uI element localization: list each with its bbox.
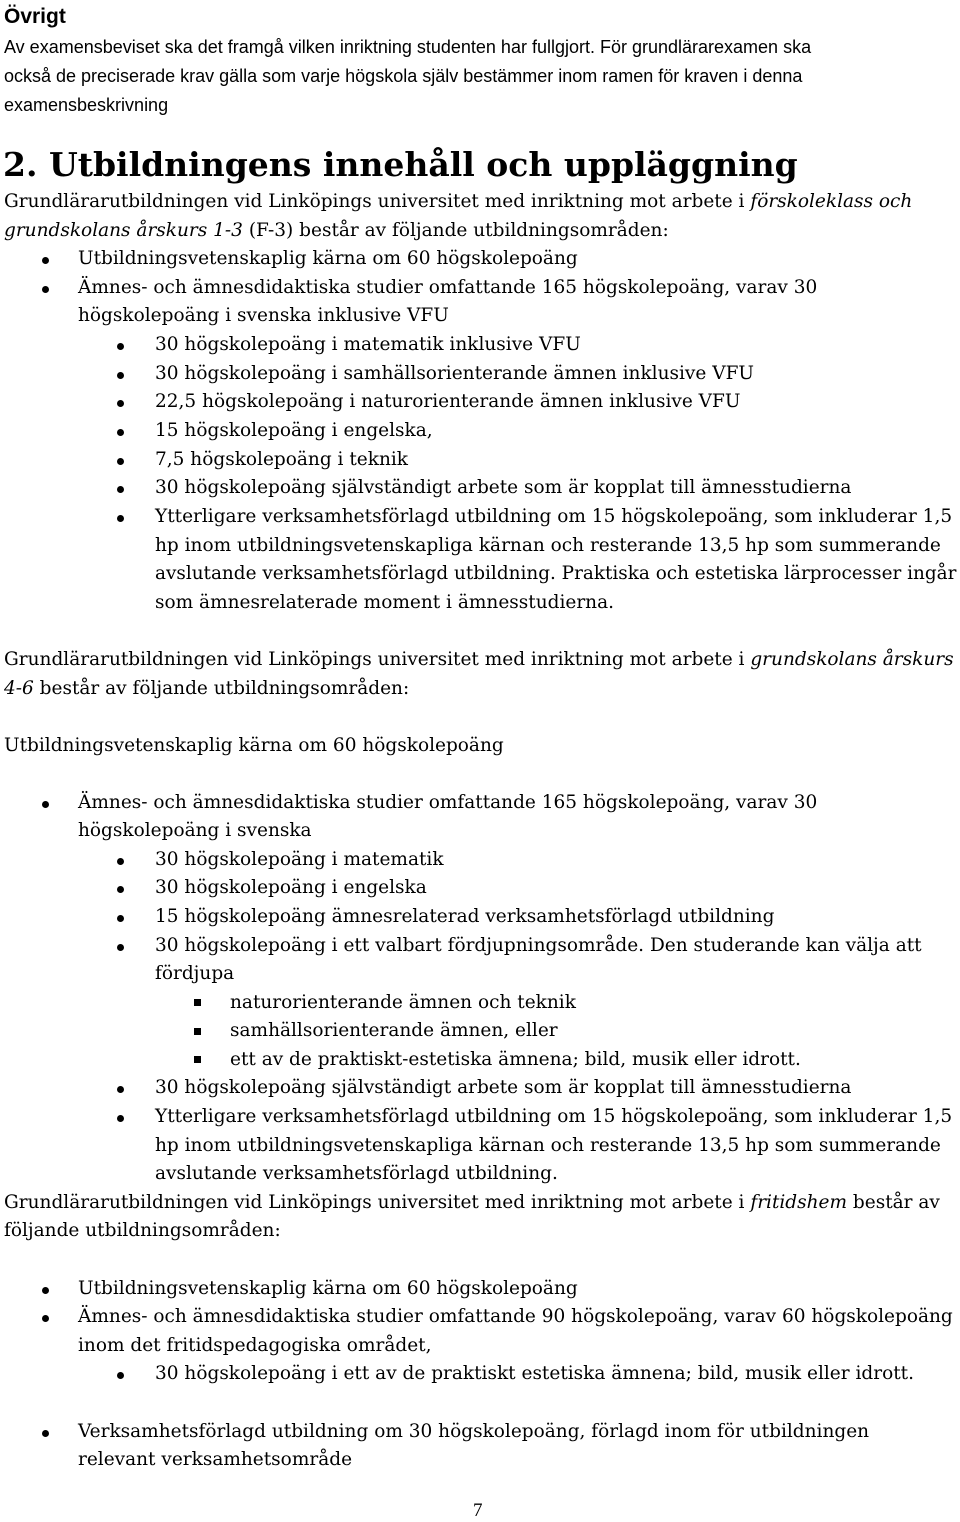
g46-sub-after: 30 högskolepoäng självständigt arbete som är kopplat till ämnesstudierna <box>155 1077 852 1098</box>
sub-bullet-dot <box>117 1086 124 1093</box>
sub-bullet-dot <box>117 858 124 865</box>
sub-bullet-dot <box>117 486 124 493</box>
fritids-intro-line-1: Grundlärarutbildningen vid Linköpings universitet med inriktning mot arbete i fritidshem består av <box>4 1192 940 1213</box>
g46-bullet-line-2: högskolepoäng i svenska <box>78 820 312 841</box>
fk3-intro-line-1: Grundlärarutbildningen vid Linköpings universitet med inriktning mot arbete i förskoleklass och <box>4 191 913 212</box>
fk3-sub-last-line-3: avslutande verksamhetsförlagd utbildning. Praktiska och estetiska lärprocesser ingår <box>155 563 957 584</box>
sub-bullet-dot <box>117 1372 124 1379</box>
sub-bullet-dot <box>117 458 124 465</box>
sub-bullet-dot <box>117 372 124 379</box>
fritids-bullet-3-line-2: relevant verksamhetsområde <box>78 1449 353 1470</box>
page-number: 7 <box>473 1500 483 1521</box>
g46-subsub-item: samhällsorienterande ämnen, eller <box>230 1020 558 1041</box>
sub-bullet-dot <box>117 429 124 436</box>
fritids-bullet-2-line-1: Ämnes- och ämnesdidaktiska studier omfattande 90 högskolepoäng, varav 60 högskolepoäng <box>78 1306 953 1327</box>
fk3-bullet-1: Utbildningsvetenskaplig kärna om 60 högskolepoäng <box>78 248 578 269</box>
ovrigt-line-3: examensbeskrivning <box>4 95 169 115</box>
fk3-bullet-2-line-1: Ämnes- och ämnesdidaktiska studier omfattande 165 högskolepoäng, varav 30 <box>78 277 818 298</box>
fk3-sub-last-line-4: som ämnesrelaterade moment i ämnesstudierna. <box>155 592 614 613</box>
g46-sub-last-line-2: hp inom utbildningsvetenskapliga kärnan och resterande 13,5 hp som summerande <box>155 1135 941 1156</box>
fritids-intro-line-2: följande utbildningsområden: <box>4 1220 281 1241</box>
fk3-sub-item: 30 högskolepoäng i matematik inklusive VFU <box>155 334 581 355</box>
bullet-dot <box>42 257 49 264</box>
fk3-sub-item: 7,5 högskolepoäng i teknik <box>155 449 408 470</box>
fk3-sub-item: 30 högskolepoäng självständigt arbete som är kopplat till ämnesstudierna <box>155 477 852 498</box>
g46-subsub-item: naturorienterande ämnen och teknik <box>230 992 576 1013</box>
sub-bullet-dot <box>117 515 124 522</box>
ovrigt-heading: Övrigt <box>4 5 66 28</box>
bullet-dot <box>42 801 49 808</box>
g46-subsub-item: ett av de praktiskt-estetiska ämnena; bild, musik eller idrott. <box>230 1049 801 1070</box>
fk3-sub-last-line-1: Ytterligare verksamhetsförlagd utbildning om 15 högskolepoäng, som inkluderar 1,5 <box>155 506 953 527</box>
square-bullet <box>194 1056 201 1063</box>
g46-karna: Utbildningsvetenskaplig kärna om 60 högskolepoäng <box>4 735 504 756</box>
g46-sub-last-line-3: avslutande verksamhetsförlagd utbildning. <box>155 1163 558 1184</box>
bullet-dot <box>42 1287 49 1294</box>
g46-sub-item: 30 högskolepoäng i engelska <box>155 877 427 898</box>
fk3-sub-item: 15 högskolepoäng i engelska, <box>155 420 433 441</box>
g46-intro-line-1: Grundlärarutbildningen vid Linköpings universitet med inriktning mot arbete i grundskolans årskurs <box>4 649 954 670</box>
sub-bullet-dot <box>117 886 124 893</box>
ovrigt-line-2: också de preciserade krav gälla som varje högskola själv bestämmer inom ramen för kraven i denna <box>4 66 803 86</box>
square-bullet <box>194 999 201 1006</box>
g46-sub-item: 15 högskolepoäng ämnesrelaterad verksamhetsförlagd utbildning <box>155 906 775 927</box>
g46-sub-depth-line-1: 30 högskolepoäng i ett valbart fördjupningsområde. Den studerande kan välja att <box>155 935 922 956</box>
bullet-dot <box>42 1430 49 1437</box>
fritids-bullet-1: Utbildningsvetenskaplig kärna om 60 högskolepoäng <box>78 1278 578 1299</box>
fritids-bullet-3-line-1: Verksamhetsförlagd utbildning om 30 högskolepoäng, förlagd inom för utbildningen <box>78 1421 870 1442</box>
fk3-sub-last-line-2: hp inom utbildningsvetenskapliga kärnan och resterande 13,5 hp som summerande <box>155 535 941 556</box>
fritids-bullet-2-line-2: inom det fritidspedagogiska området, <box>78 1335 432 1356</box>
g46-intro-line-2: 4-6 består av följande utbildningsområden: <box>4 678 410 699</box>
g46-sub-depth-line-2: fördjupa <box>155 963 235 984</box>
sub-bullet-dot <box>117 915 124 922</box>
fk3-sub-item: 22,5 högskolepoäng i naturorienterande ämnen inklusive VFU <box>155 391 741 412</box>
fk3-sub-item: 30 högskolepoäng i samhällsorienterande ämnen inklusive VFU <box>155 363 754 384</box>
sub-bullet-dot <box>117 343 124 350</box>
sub-bullet-dot <box>117 400 124 407</box>
g46-bullet-line-1: Ämnes- och ämnesdidaktiska studier omfattande 165 högskolepoäng, varav 30 <box>78 792 818 813</box>
sub-bullet-dot <box>117 944 124 951</box>
fritids-sub-item: 30 högskolepoäng i ett av de praktiskt estetiska ämnena; bild, musik eller idrott. <box>155 1363 914 1384</box>
g46-sub-last-line-1: Ytterligare verksamhetsförlagd utbildning om 15 högskolepoäng, som inkluderar 1,5 <box>155 1106 953 1127</box>
square-bullet <box>194 1028 201 1035</box>
fk3-intro-line-2: grundskolans årskurs 1-3 (F-3) består av följande utbildningsområden: <box>4 220 669 241</box>
section-heading: 2. Utbildningens innehåll och uppläggning <box>3 145 798 184</box>
bullet-dot <box>42 286 49 293</box>
bullet-dot <box>42 1315 49 1322</box>
ovrigt-line-1: Av examensbeviset ska det framgå vilken inriktning studenten har fullgjort. För grundlärarexamen ska <box>4 37 812 57</box>
fk3-bullet-2-line-2: högskolepoäng i svenska inklusive VFU <box>78 305 449 326</box>
g46-sub-item: 30 högskolepoäng i matematik <box>155 849 444 870</box>
sub-bullet-dot <box>117 1115 124 1122</box>
